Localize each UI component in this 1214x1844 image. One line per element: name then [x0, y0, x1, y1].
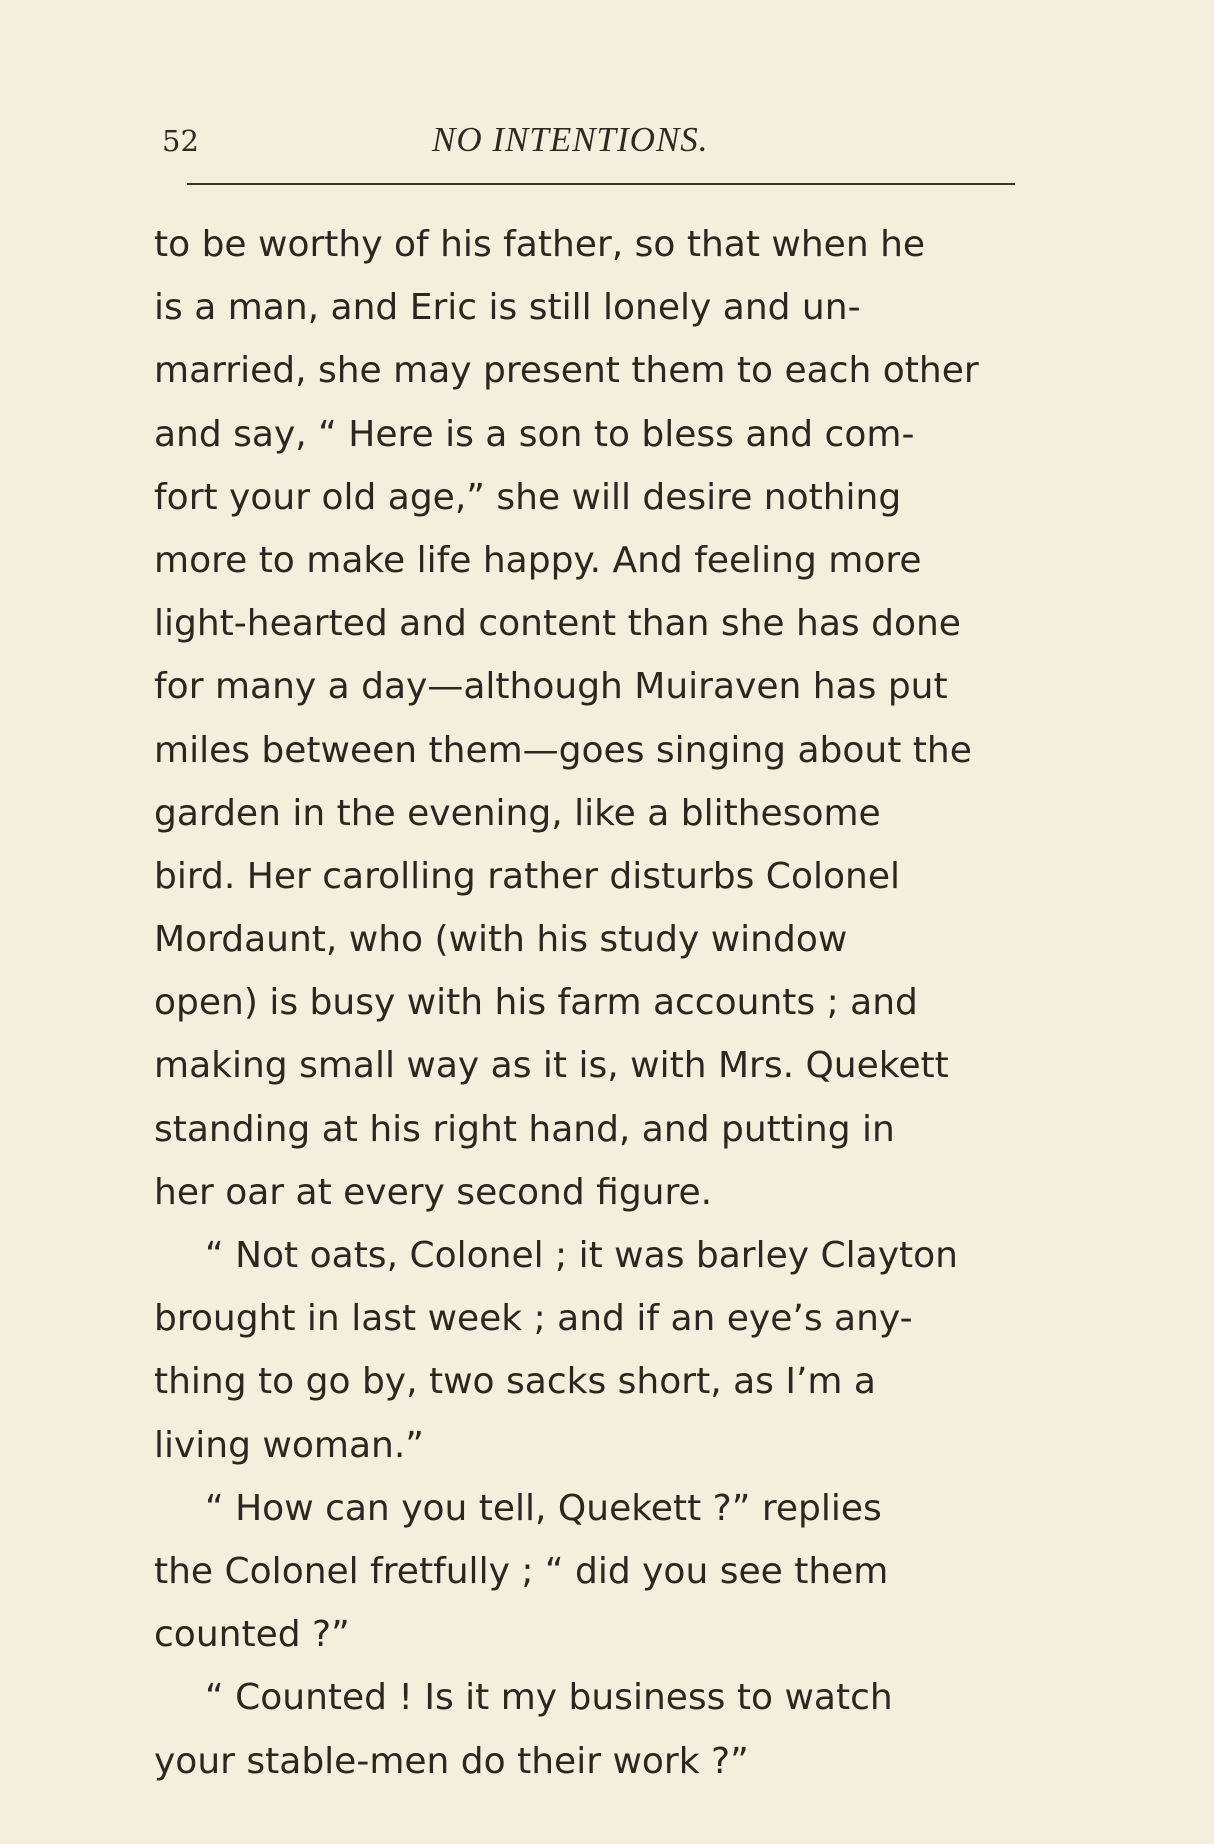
text-line: “ Not oats, Colonel ; it was barley Clayton: [205, 1235, 958, 1276]
text-line: to be worthy of his father, so that when he: [154, 224, 926, 265]
text-line: the Colonel fretfully ; “ did you see them: [154, 1550, 889, 1592]
text-line: brought in last week ; and if an eye’s any-: [154, 1298, 913, 1340]
text-line: your stable-men do their work ?”: [154, 1740, 749, 1782]
text-line: counted ?”: [154, 1614, 350, 1656]
page-number: 52: [162, 124, 199, 158]
text-line: standing at his right hand, and putting in: [154, 1108, 895, 1150]
text-line: thing to go by, two sacks short, as I’m a: [154, 1361, 876, 1403]
text-line: light-hearted and content than she has done: [154, 603, 961, 645]
text-line: for many a day—although Muiraven has put: [154, 666, 948, 708]
body-text: [154, 213, 1054, 1793]
text-line: “ How can you tell, Quekett ?” replies: [205, 1487, 882, 1529]
text-line: “ Counted ! Is it my business to watch: [205, 1677, 893, 1719]
running-head: NO INTENTIONS.: [432, 120, 709, 159]
text-line: and say, “ Here is a son to bless and com-: [154, 413, 915, 455]
text-line: more to make life happy. And feeling more: [154, 539, 922, 581]
text-line: making small way as it is, with Mrs. Quekett: [154, 1045, 949, 1087]
text-line: bird. Her carolling rather disturbs Colonel: [154, 855, 900, 897]
text-line: living woman.”: [154, 1424, 424, 1466]
header-rule: [187, 183, 1015, 185]
text-line: fort your old age,” she will desire nothing: [154, 476, 902, 518]
text-line: married, she may present them to each other: [154, 350, 979, 392]
text-line: is a man, and Eric is still lonely and un-: [154, 287, 861, 329]
text-line: garden in the evening, like a blithesome: [154, 792, 881, 834]
text-line: Mordaunt, who (with his study window: [154, 919, 848, 961]
text-line: her oar at every second figure.: [154, 1171, 713, 1213]
text-line: miles between them—goes singing about the: [154, 729, 972, 771]
text-line: open) is busy with his farm accounts ; and: [154, 982, 918, 1024]
page-header: [162, 118, 1017, 168]
